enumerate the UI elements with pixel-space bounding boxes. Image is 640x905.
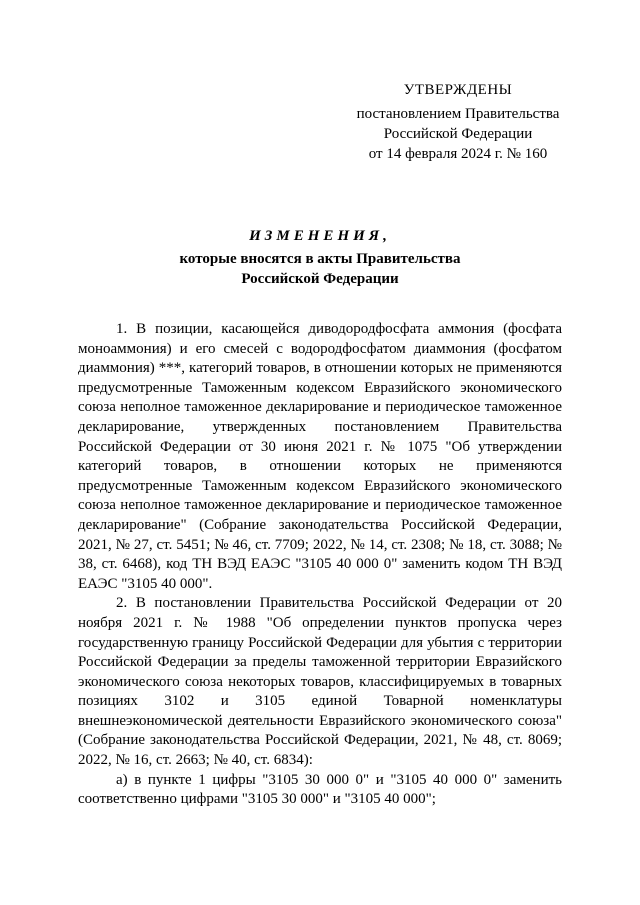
approval-line-2: Российской Федерации — [383, 126, 533, 142]
document-title — [0, 226, 640, 289]
approval-line-3: от 14 февраля 2024 г. № 160 — [368, 146, 548, 162]
title-subtitle-line-2: Российской Федерации — [241, 271, 399, 287]
approval-heading: УТВЕРЖДЕНЫ — [403, 82, 513, 98]
title-subtitle-line-1: которые вносятся в акты Правительства — [179, 251, 461, 267]
paragraph-1: 1. В позиции, касающейся диводородфосфата аммония (фосфата моноаммония) и его смесей с водородфосфатом диаммония (фосфатом диаммония) ***, категорий товаров, в отношении которых не применяются предусмотренные Таможенным кодексом Евразийского экономического союза неполное таможенное декларирование и периодическое таможенное декларирование, утвержденных постановлением Правительства Российской Федерации от 30 июня 2021 г. № 1075 "Об утверждении категорий товаров, в отношении которых не применяются предусмотренные Таможенным кодексом Евразийского экономического союза неполное таможенное декларирование и периодическое таможенное декларирование" (Собрание законодательства Российской Федерации, 2021, № 27, ст. 5451; № 46, ст. 7709; 2022, № 14, ст. 2308; № 18, ст. 3088; № 38, ст. 6468), код ТН ВЭД ЕАЭС "3105 40 000 0" заменить кодом ТН ВЭД ЕАЭС "3105 40 000". — [78, 321, 562, 592]
title-main: ИЗМЕНЕНИЯ, — [249, 228, 391, 244]
approval-block — [340, 80, 576, 164]
document-body — [78, 320, 562, 810]
approval-line-1: постановлением Правительства — [356, 106, 560, 122]
paragraph-2: 2. В постановлении Правительства Российской Федерации от 20 ноября 2021 г. № 1988 "Об определении пунктов пропуска через государственную границу Российской Федерации для убытия с территории Российской Федерации за пределы таможенной территории Евразийского экономического союза некоторых товаров, классифицируемых в товарных позициях 3102 и 3105 единой Товарной номенклатуры внешнеэкономической деятельности Евразийского экономического союза" (Собрание законодательства Российской Федерации, 2021, № 48, ст. 8069; 2022, № 16, ст. 2663; № 40, ст. 6834): — [78, 595, 562, 769]
paragraph-2a: а) в пункте 1 цифры "3105 30 000 0" и "3105 40 000 0" заменить соответственно цифрами "3105 30 000" и "3105 40 000"; — [78, 771, 562, 808]
